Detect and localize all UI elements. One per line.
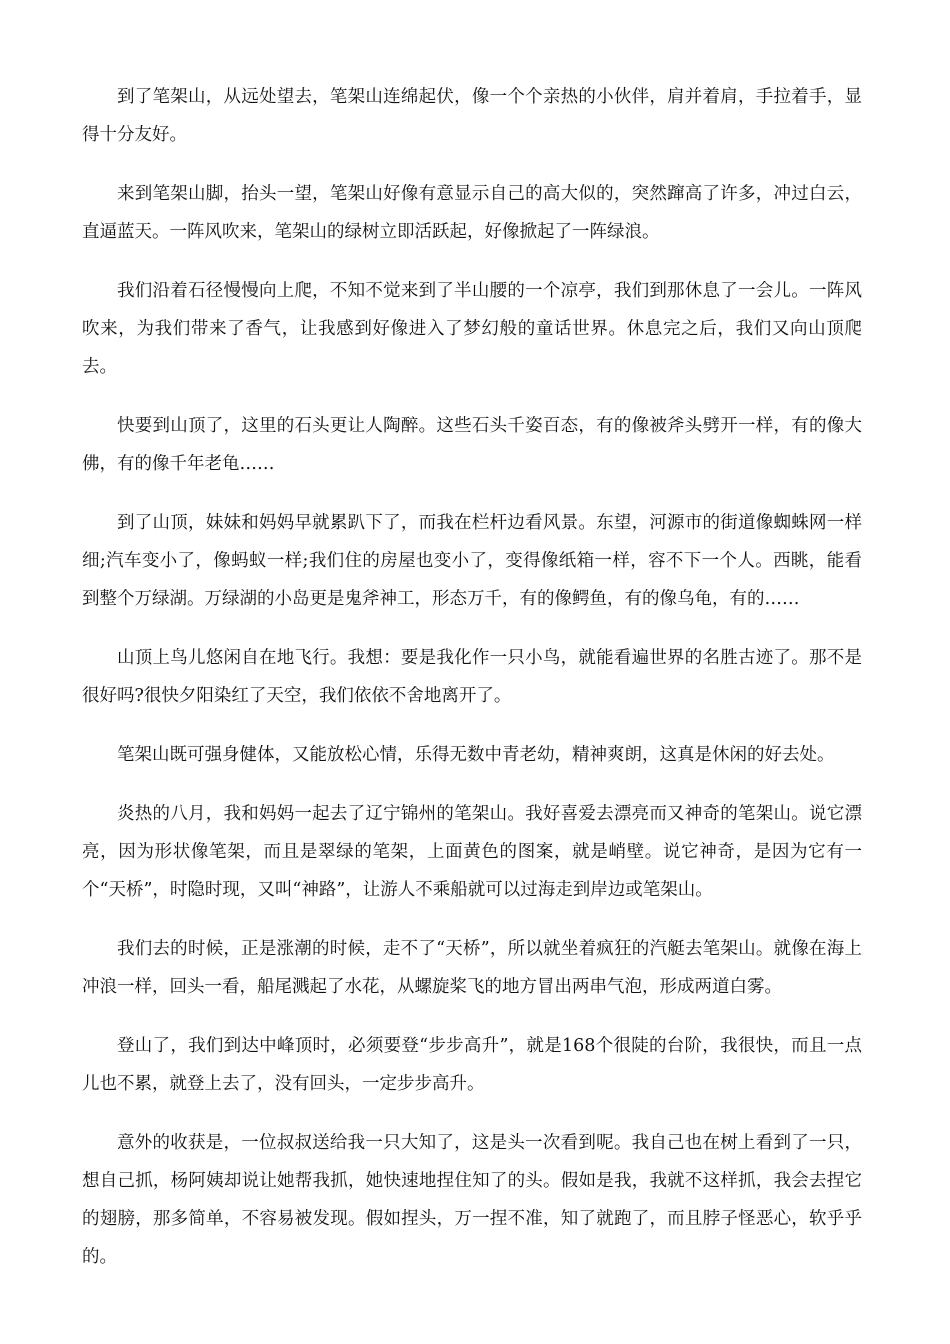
paragraph-11: 意外的收获是，一位叔叔送给我一只大知了，这是头一次看到呢。我自己也在树上看到了一只，想自己抓，杨阿姨却说让她帮我抓，她快速地捏住知了的头。假如是我，我就不这样抓，我会去捏它的翅膀，那多简单，不容易被发现。假如捏头，万一捏不准，知了就跑了，而且脖子怪恶心，软乎乎的。 <box>82 1133 862 1267</box>
paragraph-6: 山顶上鸟儿悠闲自在地飞行。我想：要是我化作一只小鸟，就能看遍世界的名胜古迹了。那不是很好吗?很快夕阳染红了天空，我们依依不舍地离开了。 <box>82 648 862 706</box>
paragraph-3: 我们沿着石径慢慢向上爬，不知不觉来到了半山腰的一个凉亭，我们到那休息了一会儿。一阵风吹来，为我们带来了香气，让我感到好像进入了梦幻般的童话世界。休息完之后，我们又向山顶爬去。 <box>82 281 862 377</box>
document-page <box>82 78 862 1297</box>
paragraph-1: 到了笔架山，从远处望去，笔架山连绵起伏，像一个个亲热的小伙伴，肩并着肩，手拉着手，显得十分友好。 <box>82 87 862 145</box>
paragraph-2: 来到笔架山脚，抬头一望，笔架山好像有意显示自己的高大似的，突然蹿高了许多，冲过白云，直逼蓝天。一阵风吹来，笔架山的绿树立即活跃起，好像掀起了一阵绿浪。 <box>82 184 862 242</box>
paragraph-5: 到了山顶，妹妹和妈妈早就累趴下了，而我在栏杆边看风景。东望，河源市的街道像蜘蛛网一样细;汽车变小了，像蚂蚁一样;我们住的房屋也变小了，变得像纸箱一样，容不下一个人。西眺，能看到整个万绿湖。万绿湖的小岛更是鬼斧神工，形态万千，有的像鳄鱼，有的像乌龟，有的…… <box>82 513 862 609</box>
paragraph-8: 炎热的八月，我和妈妈一起去了辽宁锦州的笔架山。我好喜爱去漂亮而又神奇的笔架山。说它漂亮，因为形状像笔架，而且是翠绿的笔架，上面黄色的图案，就是峭壁。说它神奇，是因为它有一个“天桥”，时隐时现，又叫“神路”，让游人不乘船就可以过海走到岸边或笔架山。 <box>82 804 862 900</box>
paragraph-7: 笔架山既可强身健体，又能放松心情，乐得无数中青老幼，精神爽朗，这真是休闲的好去处。 <box>117 745 835 765</box>
paragraph-4: 快要到山顶了，这里的石头更让人陶醉。这些石头千姿百态，有的像被斧头劈开一样，有的像大佛，有的像千年老龟…… <box>82 416 862 474</box>
paragraph-9: 我们去的时候，正是涨潮的时候，走不了“天桥”，所以就坐着疯狂的汽艇去笔架山。就像在海上冲浪一样，回头一看，船尾溅起了水花，从螺旋桨飞的地方冒出两串气泡，形成两道白雾。 <box>82 939 862 997</box>
paragraph-10: 登山了，我们到达中峰顶时，必须要登“步步高升”，就是168个很陡的台阶，我很快，而且一点儿也不累，就登上去了，没有回头，一定步步高升。 <box>82 1036 862 1094</box>
